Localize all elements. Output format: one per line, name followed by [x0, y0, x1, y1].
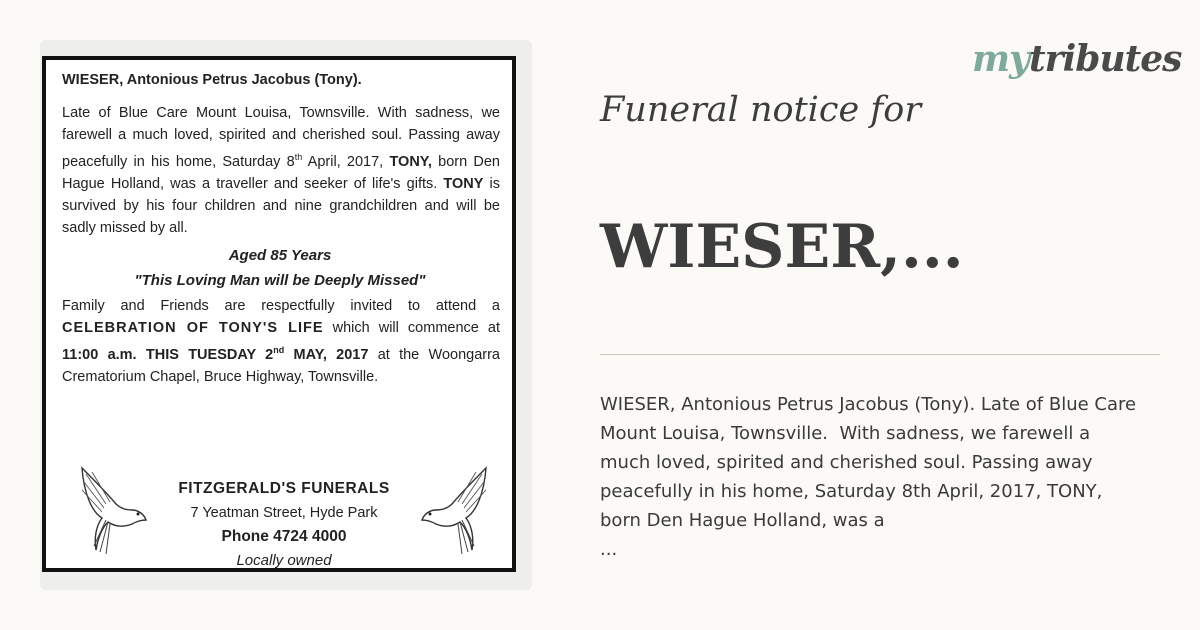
logo-my: my [972, 38, 1030, 80]
notice-clipping [42, 56, 516, 572]
notice-sup: th [294, 152, 303, 162]
notice-paragraph-1 [62, 102, 500, 239]
notice-text: is survived by his four children and nine grandchildren and will be sadly missed by all. [62, 175, 500, 236]
notice-text: April, 2017, [302, 153, 390, 170]
notice-bold: 11:00 a.m. THIS TUESDAY 2 [62, 346, 274, 363]
notice-bold: TONY [443, 175, 484, 192]
notice-bold: MAY, 2017 [284, 346, 369, 363]
page-subtitle: Funeral notice for [600, 90, 922, 130]
notice-heading: WIESER, Antonious Petrus Jacobus (Tony). [62, 72, 362, 88]
notice-bold: TONY, [389, 153, 432, 170]
funeral-director-name: FITZGERALD'S FUNERALS [178, 480, 390, 497]
notice-text: Late of Blue Care Mount Louisa, Townsville. With sadness, we farewell a much loved, spirited and cherished soul. Passing away peacefully in his home, Saturday 8 [62, 105, 500, 170]
notice-text: Family and Friends are respectfully invited to attend a [62, 297, 500, 314]
notice-text: which will commence at [323, 319, 501, 336]
funeral-director-text [136, 476, 432, 573]
notice-sup: nd [273, 344, 285, 355]
notice-text: born Den Hague Holland, was a traveller and seeker of life's gifts. [62, 153, 501, 192]
dove-icon [412, 464, 492, 556]
deceased-name-title: WIESER,... [600, 212, 964, 282]
funeral-director-phone: Phone 4724 4000 [221, 528, 347, 545]
logo-tributes: tributes [1029, 38, 1182, 80]
notice-paragraph-2 [62, 295, 500, 388]
notice-bold: CELEBRATION OF TONY'S LIFE [62, 319, 324, 336]
funeral-director-tagline: Locally owned [236, 552, 332, 569]
divider [600, 354, 1160, 355]
notice-text: at the Woongarra Crematorium Chapel, Bruce Highway, Townsville. [62, 346, 500, 385]
notice-summary: WIESER, Antonious Petrus Jacobus (Tony). Late of Blue Care Mount Louisa, Townsville. With sadness, we farewell a much loved, spirited and cherished soul. Passing away peacefully in his home, Saturday 8th April, 2017, TONY, born Den Hague Holland, was a ... [600, 394, 1137, 560]
mytributes-logo[interactable] [972, 38, 1182, 80]
notice-image [40, 40, 532, 590]
funeral-director-address: 7 Yeatman Street, Hyde Park [190, 505, 378, 521]
notice-quote: "This Loving Man will be Deeply Missed" [134, 271, 426, 289]
funeral-director-block [76, 464, 492, 569]
notice-age: Aged 85 Years [228, 246, 332, 264]
